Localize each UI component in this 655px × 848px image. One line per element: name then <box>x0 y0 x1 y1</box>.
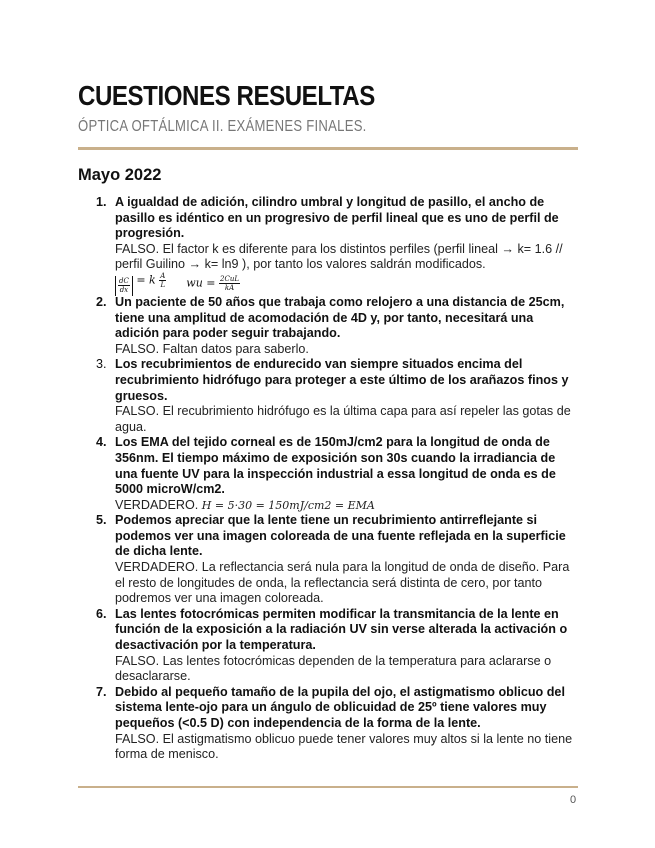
item-number: 2. <box>96 294 107 309</box>
page-subtitle: ÓPTICA OFTÁLMICA II. EXÁMENES FINALES. <box>78 118 367 135</box>
list-item <box>78 435 578 513</box>
answer-text <box>115 498 578 514</box>
list-item <box>78 195 578 295</box>
numerator: A <box>160 271 166 280</box>
footer-divider <box>78 786 578 788</box>
fraction <box>159 272 166 289</box>
answer-text: FALSO. El astigmatismo oblicuo puede tener valores muy altos si la lente no tiene forma de menisco. <box>115 731 573 762</box>
item-number: 5. <box>96 513 107 528</box>
answer-text: VERDADERO. La reflectancia será nula para la longitud de onda de diseño. Para el resto de longitudes de onda, la reflectancia será distinta de cero, por tanto podremos ver una imagen coloreada. <box>115 560 570 606</box>
page-title: CUESTIONES RESUELTAS <box>78 80 375 111</box>
fraction <box>219 275 240 292</box>
list-item <box>78 513 578 607</box>
answer-verdict: VERDADERO. <box>115 497 199 512</box>
denominator: kA <box>224 284 235 293</box>
item-number: 3. <box>96 357 107 372</box>
question-text: Podemos apreciar que la lente tiene un recubrimiento antirreflejante si podemos ver una imagen coloreada de una fuente reflejada en la superficie de dicha lente. <box>115 513 566 559</box>
item-number: 6. <box>96 606 107 621</box>
answer-text: FALSO. Las lentes fotocrómicas dependen de la temperatura para aclararse o desaclararse. <box>115 653 552 684</box>
list-item <box>78 357 578 435</box>
denominator: dx <box>119 286 129 295</box>
abs-value <box>115 276 133 296</box>
numerator: 2CuL <box>220 275 239 284</box>
section-heading: Mayo 2022 <box>78 166 162 184</box>
numerator: dC <box>119 277 129 286</box>
question-text: Las lentes fotocrómicas permiten modificar la transmitancia de la lente en función de la exposición a la radiación UV sin verse alterada la activación o desactivación por la temperatura. <box>115 606 568 653</box>
answer-text: FALSO. Faltan datos para saberlo. <box>115 341 309 356</box>
fraction <box>118 277 130 294</box>
list-item <box>78 607 578 685</box>
header-divider <box>78 147 578 150</box>
item-number: 1. <box>96 195 107 209</box>
page-number: 0 <box>570 794 577 806</box>
formula-left <box>115 272 166 296</box>
item-number: 7. <box>96 684 107 699</box>
answer-text: FALSO. El recubrimiento hidrófugo es la última capa para así repeler las gotas de agua. <box>115 404 571 434</box>
question-text: Los recubrimientos de endurecido van siempre situados encima del recubrimiento hidrófugo para proteger a este último de los arañazos finos y gruesos. <box>115 357 569 403</box>
questions-list <box>78 195 578 763</box>
formula-eq: = k <box>136 273 156 287</box>
formula-eq: wu = <box>186 276 216 290</box>
answer-math: H = 5·30 = 150mJ/cm2 = EMA <box>201 498 375 512</box>
answer-text: FALSO. El factor k es diferente para los distintos perfiles (perfil lineal → k= 1.6 // perfil Guilino → k= ln9 ), por tanto los valores saldrán modificados. <box>115 241 563 272</box>
list-item <box>78 295 578 357</box>
question-text: A igualdad de adición, cilindro umbral y longitud de pasillo, el ancho de pasillo es idéntico en un progresivo de perfil lineal que es uno de perfil de progresión. <box>115 195 559 241</box>
formula <box>115 273 578 295</box>
formula-right <box>186 275 240 292</box>
question-text: Los EMA del tejido corneal es de 150mJ/cm2 para la longitud de onda de 356nm. El tiempo máximo de exposición son 30s cuando la irradiancia de una fuente UV para la inspección industrial a essa longitud de onda es de 5000 microW/cm2. <box>115 435 556 497</box>
question-text: Un paciente de 50 años que trabaja como relojero a una distancia de 25cm, tiene una amplitud de acomodación de 4D y, por tanto, necesitará una adición para poder seguir trabajando. <box>115 294 565 341</box>
denominator: L <box>160 280 166 289</box>
list-item <box>78 685 578 763</box>
question-text: Debido al pequeño tamaño de la pupila del ojo, el astigmatismo oblicuo del sistema lente-ojo para un ángulo de oblicuidad de 25º tiene valores muy pequeños (<0.5 D) con independencia de la forma de la lente. <box>115 684 565 730</box>
item-number: 4. <box>96 435 107 450</box>
